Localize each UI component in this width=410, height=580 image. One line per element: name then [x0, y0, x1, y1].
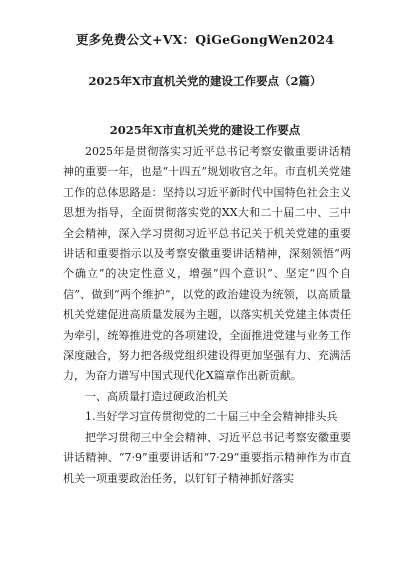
section-title: 2025年X市直机关党的建设工作要点	[109, 123, 301, 137]
document-body	[63, 142, 351, 489]
intro-paragraph: 2025年是贯彻落实习近平总书记考察安徽重要讲话精神的重要一年，也是“十四五”规划收官之年。市直机关党建工作的总体思路是：坚持以习近平新时代中国特色社会主义思想为指导，全面贯彻落实党的XX大和二十届二中、三中全会精神，深入学习贯彻习近平总书记关于机关党建的重要讲话和重要指示以及考察安徽重要讲话精神，深刻领悟“两个确立”的决定性意义，增强“四个意识”、坚定“四个自信”、做到“两个维护”，以党的政治建设为统领，以高质量机关党建促进高质量发展为主题，以落实机关党建主体责任为牵引，统筹推进党的各项建设，全面推进党建与业务工作深度融合，努力把各级党组织建设得更加坚强有力、充满活力，为奋力谱写中国式现代化X篇章作出新贡献。	[63, 145, 351, 383]
heading-level-1: 一、高质量打造过硬政治机关	[85, 389, 228, 403]
body-paragraph: 把学习贯彻三中全会精神、习近平总书记考察安徽重要讲话精神、“7·9”重要讲话和“7·29”重要指示精神作为市直机关一项重要政治任务，以钉钉子精神抓好落实	[63, 430, 351, 485]
heading-level-2: 1.当好学习宣传贯彻党的二十届三中全会精神排头兵	[85, 410, 338, 424]
document-title: 2025年X市直机关党的建设工作要点（2篇）	[88, 74, 322, 88]
promo-banner: 更多免费公文+VX：QiGeGongWen2024	[75, 32, 335, 47]
